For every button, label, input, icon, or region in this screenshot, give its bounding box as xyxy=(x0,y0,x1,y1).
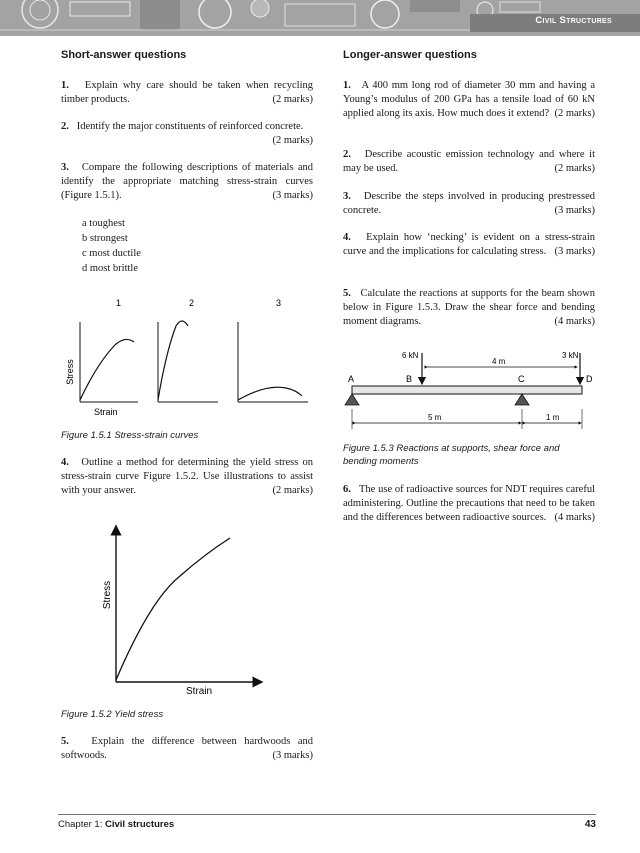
short-q2-marks: (2 marks) xyxy=(272,135,313,146)
short-q5-text: Explain the difference between hardwoods and softwoods. xyxy=(61,736,313,761)
fig153-dim-ac: 5 m xyxy=(428,413,442,422)
footer-chapter-name: Civil structures xyxy=(105,819,175,830)
long-q1-marks: (2 marks) xyxy=(554,108,595,119)
short-q3-marks: (3 marks) xyxy=(272,190,313,201)
fig153-support-a xyxy=(345,394,359,405)
fig153-load-b: 6 kN xyxy=(402,351,419,360)
long-q2-text: Describe acoustic emission technology and where it may be used. xyxy=(343,149,595,174)
long-q6-text: The use of radioactive sources for NDT requires careful administering. Outline the precautions that need to be taken and the differences between radioactive sources. xyxy=(343,484,595,523)
long-q1 xyxy=(343,79,595,121)
short-q5-num: 5. xyxy=(61,736,69,747)
short-q1 xyxy=(61,79,313,107)
figure-1-5-2 xyxy=(90,520,270,700)
long-q5-num: 5. xyxy=(343,288,351,299)
fig153-dim-cd: 1 m xyxy=(546,413,560,422)
short-q3-option-c: c most ductile xyxy=(82,248,141,259)
long-q2-num: 2. xyxy=(343,149,351,160)
footer-chapter xyxy=(58,819,174,830)
fig153-dim-bd: 4 m xyxy=(492,357,506,366)
fig153-point-c: C xyxy=(518,374,525,384)
short-q3-num: 3. xyxy=(61,162,69,173)
short-q4 xyxy=(61,456,313,498)
short-q4-num: 4. xyxy=(61,457,69,468)
long-q6 xyxy=(343,483,595,525)
short-answer-heading: Short-answer questions xyxy=(61,49,187,61)
fig152-curve xyxy=(116,538,230,680)
longer-answer-heading: Longer-answer questions xyxy=(343,49,477,61)
short-q3-option-b: b strongest xyxy=(82,233,128,244)
short-q4-text: Outline a method for determining the yield stress on stress-strain curve Figure 1.5.2. Use illustrations to assist with your answer. xyxy=(61,457,313,496)
long-q6-marks: (4 marks) xyxy=(554,512,595,523)
short-q1-num: 1. xyxy=(61,80,69,91)
short-q3-text: Compare the following descriptions of materials and identify the appropriate matching stress-strain curves (Figure 1.5.1). xyxy=(61,162,314,201)
short-q4-marks: (2 marks) xyxy=(272,485,313,496)
long-q1-num: 1. xyxy=(343,80,351,91)
page-number: 43 xyxy=(584,819,596,830)
long-q4-marks: (3 marks) xyxy=(554,246,595,257)
long-q5-marks: (4 marks) xyxy=(554,316,595,327)
fig153-point-d: D xyxy=(586,374,593,384)
fig153-beam xyxy=(352,386,582,394)
short-q1-marks: (2 marks) xyxy=(272,94,313,105)
short-q5 xyxy=(61,735,313,763)
fig151-ylabel: Stress xyxy=(65,359,75,385)
short-q2 xyxy=(61,120,313,148)
long-q5-text: Calculate the reactions at supports for the beam shown below in Figure 1.5.3. Draw the shear force and bending moment diagrams. xyxy=(343,288,596,327)
fig151-curve-2 xyxy=(158,321,218,402)
long-q3 xyxy=(343,190,595,218)
fig151-curve-3 xyxy=(238,322,308,402)
short-q1-text: Explain why care should be taken when recycling timber products. xyxy=(61,80,313,105)
short-q2-text: Identify the major constituents of reinforced concrete. xyxy=(76,121,304,132)
fig151-label-2: 2 xyxy=(189,298,195,308)
long-q4-text: Explain how ‘necking’ is evident on a stress-strain curve and the implications for calculating stress. xyxy=(343,232,596,257)
short-q2-num: 2. xyxy=(61,121,69,132)
long-q3-text: Describe the steps involved in producing prestressed concrete. xyxy=(343,191,596,216)
short-q3 xyxy=(61,161,313,203)
fig151-caption: Figure 1.5.1 Stress-strain curves xyxy=(61,430,199,441)
section-title: Civil Structures xyxy=(535,15,612,26)
footer-rule xyxy=(58,814,596,815)
fig152-caption: Figure 1.5.2 Yield stress xyxy=(61,709,164,720)
long-q3-num: 3. xyxy=(343,191,351,202)
short-q5-marks: (3 marks) xyxy=(272,750,313,761)
long-q2 xyxy=(343,148,595,176)
long-q2-marks: (2 marks) xyxy=(554,163,595,174)
long-q1-text: A 400 mm long rod of diameter 30 mm and having a Young’s modulus of 200 GPa has a tensile load of 60 kN applied along its axis. How much does it extend? xyxy=(343,80,596,119)
fig151-label-3: 3 xyxy=(276,298,282,308)
fig151-label-1: 1 xyxy=(116,298,122,308)
footer-chapter-prefix: Chapter 1: xyxy=(58,819,105,830)
short-q3-option-d: d most brittle xyxy=(82,263,138,274)
fig151-curve-1 xyxy=(80,322,138,402)
long-q4-num: 4. xyxy=(343,232,351,243)
fig151-xlabel: Strain xyxy=(94,407,118,417)
figure-1-5-1 xyxy=(58,292,318,422)
figure-1-5-3 xyxy=(340,345,600,435)
long-q6-num: 6. xyxy=(343,484,351,495)
fig152-xlabel: Strain xyxy=(186,686,213,697)
long-q4 xyxy=(343,231,595,259)
long-q3-marks: (3 marks) xyxy=(554,205,595,216)
long-q5 xyxy=(343,287,595,329)
fig153-point-a: A xyxy=(348,374,355,384)
header-banner xyxy=(0,0,640,36)
fig153-load-d: 3 kN xyxy=(562,351,579,360)
fig153-point-b: B xyxy=(406,374,413,384)
fig153-caption: Figure 1.5.3 Reactions at supports, shear force and bending moments xyxy=(343,443,560,467)
fig152-ylabel: Stress xyxy=(102,580,113,610)
fig153-support-c xyxy=(515,394,529,405)
short-q3-option-a: a toughest xyxy=(82,218,125,229)
